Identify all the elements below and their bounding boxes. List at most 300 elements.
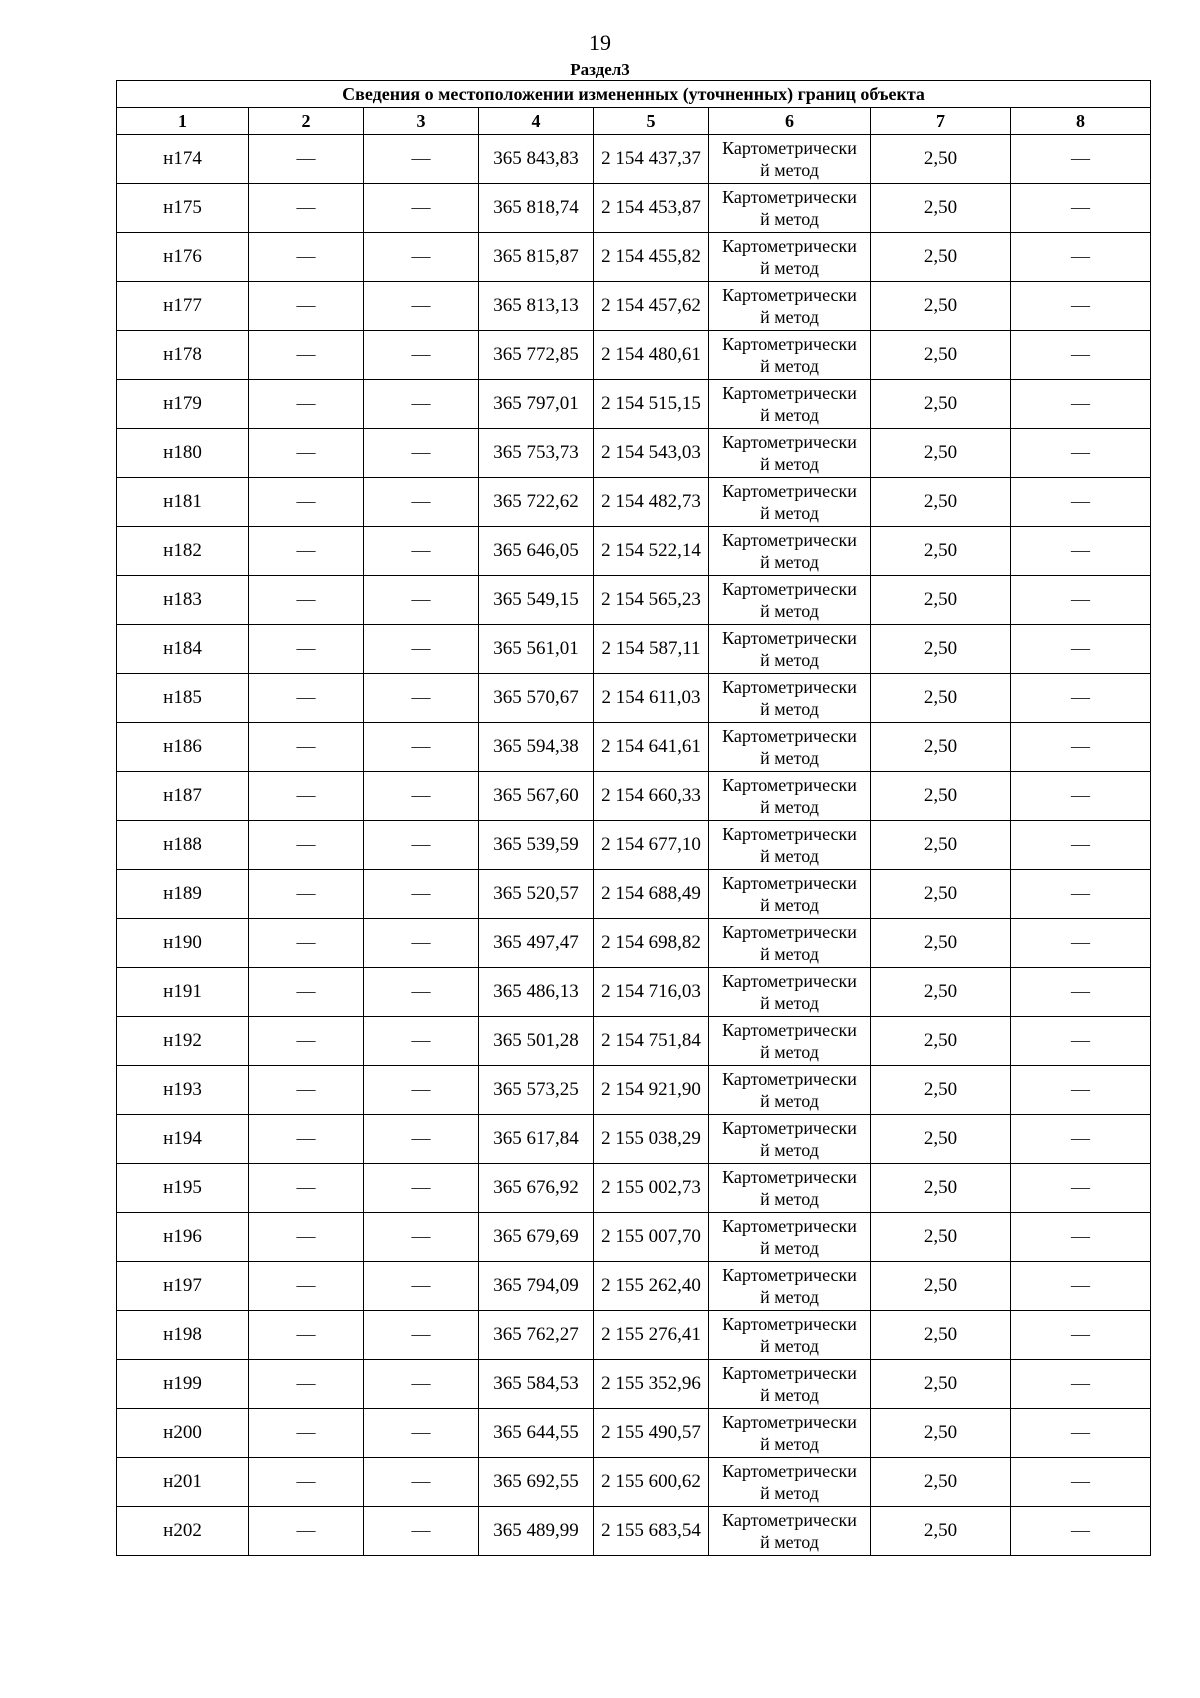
method-cell [709,282,871,331]
x-coordinate-cell: 365 818,74 [479,184,594,233]
point-id-cell: н201 [117,1458,249,1507]
y-coordinate-cell: 2 154 751,84 [594,1017,709,1066]
table-caption-row [117,81,1151,108]
empty-dash-cell: — [1011,1360,1151,1409]
empty-dash-cell: — [364,821,479,870]
empty-dash-cell: — [1011,772,1151,821]
method-line-1: Картометрически [722,236,857,256]
method-line-2: й метод [760,1238,819,1258]
method-line-1: Картометрически [722,1412,857,1432]
empty-dash-cell: — [1011,1507,1151,1556]
point-id-cell: н175 [117,184,249,233]
method-cell [709,870,871,919]
y-coordinate-cell: 2 154 480,61 [594,331,709,380]
y-coordinate-cell: 2 154 455,82 [594,233,709,282]
method-line-1: Картометрически [722,579,857,599]
x-coordinate-cell: 365 644,55 [479,1409,594,1458]
y-coordinate-cell: 2 154 543,03 [594,429,709,478]
x-coordinate-cell: 365 797,01 [479,380,594,429]
column-header: 6 [709,108,871,135]
point-id-cell: н185 [117,674,249,723]
empty-dash-cell: — [364,576,479,625]
table-row [117,1115,1151,1164]
empty-dash-cell: — [1011,576,1151,625]
empty-dash-cell: — [249,1066,364,1115]
empty-dash-cell: — [249,429,364,478]
precision-cell: 2,50 [871,1458,1011,1507]
method-line-1: Картометрически [722,530,857,550]
column-header: 7 [871,108,1011,135]
y-coordinate-cell: 2 155 600,62 [594,1458,709,1507]
method-line-1: Картометрически [722,1020,857,1040]
empty-dash-cell: — [364,1507,479,1556]
section-title: Раздел3 [570,60,630,79]
method-line-1: Картометрически [722,873,857,893]
precision-cell: 2,50 [871,576,1011,625]
point-id-cell: н191 [117,968,249,1017]
point-id-cell: н188 [117,821,249,870]
empty-dash-cell: — [1011,380,1151,429]
x-coordinate-cell: 365 549,15 [479,576,594,625]
method-line-1: Картометрически [722,726,857,746]
x-coordinate-cell: 365 843,83 [479,135,594,184]
empty-dash-cell: — [364,527,479,576]
empty-dash-cell: — [1011,674,1151,723]
method-cell [709,821,871,870]
method-line-2: й метод [760,160,819,180]
table-body [117,135,1151,1556]
method-line-2: й метод [760,1434,819,1454]
precision-cell: 2,50 [871,429,1011,478]
y-coordinate-cell: 2 155 007,70 [594,1213,709,1262]
method-cell [709,1115,871,1164]
table-row [117,919,1151,968]
empty-dash-cell: — [364,1164,479,1213]
table-row [117,1409,1151,1458]
precision-cell: 2,50 [871,1115,1011,1164]
method-line-2: й метод [760,258,819,278]
empty-dash-cell: — [249,135,364,184]
empty-dash-cell: — [1011,331,1151,380]
method-line-1: Картометрически [722,628,857,648]
empty-dash-cell: — [1011,968,1151,1017]
table-row [117,1262,1151,1311]
precision-cell: 2,50 [871,674,1011,723]
method-cell [709,968,871,1017]
empty-dash-cell: — [364,380,479,429]
x-coordinate-cell: 365 815,87 [479,233,594,282]
method-line-1: Картометрически [722,334,857,354]
method-line-2: й метод [760,846,819,866]
x-coordinate-cell: 365 567,60 [479,772,594,821]
method-line-1: Картометрически [722,1461,857,1481]
table-row [117,870,1151,919]
empty-dash-cell: — [249,1507,364,1556]
table-row [117,821,1151,870]
method-cell [709,1311,871,1360]
y-coordinate-cell: 2 155 352,96 [594,1360,709,1409]
x-coordinate-cell: 365 617,84 [479,1115,594,1164]
x-coordinate-cell: 365 794,09 [479,1262,594,1311]
empty-dash-cell: — [1011,429,1151,478]
boundary-coordinates-table [116,80,1151,1556]
empty-dash-cell: — [364,674,479,723]
empty-dash-cell: — [364,1213,479,1262]
point-id-cell: н186 [117,723,249,772]
point-id-cell: н174 [117,135,249,184]
x-coordinate-cell: 365 570,67 [479,674,594,723]
empty-dash-cell: — [1011,870,1151,919]
table-row [117,674,1151,723]
method-line-1: Картометрически [722,775,857,795]
empty-dash-cell: — [364,919,479,968]
empty-dash-cell: — [1011,625,1151,674]
empty-dash-cell: — [1011,1164,1151,1213]
precision-cell: 2,50 [871,1360,1011,1409]
empty-dash-cell: — [364,282,479,331]
precision-cell: 2,50 [871,282,1011,331]
empty-dash-cell: — [249,772,364,821]
y-coordinate-cell: 2 154 677,10 [594,821,709,870]
method-line-2: й метод [760,699,819,719]
table-row [117,282,1151,331]
method-cell [709,625,871,674]
method-line-1: Картометрически [722,1118,857,1138]
precision-cell: 2,50 [871,527,1011,576]
precision-cell: 2,50 [871,1409,1011,1458]
method-cell [709,331,871,380]
empty-dash-cell: — [249,527,364,576]
page-number: 19 [589,30,611,55]
method-cell [709,1213,871,1262]
point-id-cell: н184 [117,625,249,674]
point-id-cell: н187 [117,772,249,821]
precision-cell: 2,50 [871,919,1011,968]
x-coordinate-cell: 365 520,57 [479,870,594,919]
precision-cell: 2,50 [871,870,1011,919]
table-row [117,331,1151,380]
method-line-1: Картометрически [722,383,857,403]
method-line-1: Картометрически [722,481,857,501]
empty-dash-cell: — [249,1213,364,1262]
table-row [117,233,1151,282]
y-coordinate-cell: 2 154 698,82 [594,919,709,968]
method-line-1: Картометрически [722,677,857,697]
method-cell [709,576,871,625]
empty-dash-cell: — [364,968,479,1017]
method-cell [709,723,871,772]
empty-dash-cell: — [364,625,479,674]
x-coordinate-cell: 365 489,99 [479,1507,594,1556]
method-line-1: Картометрически [722,432,857,452]
y-coordinate-cell: 2 154 587,11 [594,625,709,674]
empty-dash-cell: — [1011,1262,1151,1311]
method-line-2: й метод [760,601,819,621]
point-id-cell: н192 [117,1017,249,1066]
precision-cell: 2,50 [871,821,1011,870]
precision-cell: 2,50 [871,380,1011,429]
method-line-1: Картометрически [722,138,857,158]
empty-dash-cell: — [1011,135,1151,184]
table-caption: Сведения о местоположении измененных (уточненных) границ объекта [117,81,1151,108]
empty-dash-cell: — [249,723,364,772]
precision-cell: 2,50 [871,331,1011,380]
x-coordinate-cell: 365 813,13 [479,282,594,331]
table-row [117,1360,1151,1409]
table-row [117,527,1151,576]
table-row [117,772,1151,821]
method-line-2: й метод [760,944,819,964]
table-row [117,429,1151,478]
column-header: 4 [479,108,594,135]
point-id-cell: н202 [117,1507,249,1556]
method-line-1: Картометрически [722,1363,857,1383]
point-id-cell: н178 [117,331,249,380]
method-line-2: й метод [760,356,819,376]
empty-dash-cell: — [1011,233,1151,282]
precision-cell: 2,50 [871,1066,1011,1115]
empty-dash-cell: — [364,1458,479,1507]
column-header: 1 [117,108,249,135]
empty-dash-cell: — [1011,1115,1151,1164]
empty-dash-cell: — [1011,282,1151,331]
empty-dash-cell: — [364,772,479,821]
point-id-cell: н200 [117,1409,249,1458]
precision-cell: 2,50 [871,233,1011,282]
empty-dash-cell: — [364,1311,479,1360]
y-coordinate-cell: 2 154 437,37 [594,135,709,184]
method-cell [709,674,871,723]
precision-cell: 2,50 [871,772,1011,821]
empty-dash-cell: — [364,184,479,233]
precision-cell: 2,50 [871,1262,1011,1311]
method-cell [709,1262,871,1311]
method-line-2: й метод [760,1532,819,1552]
x-coordinate-cell: 365 584,53 [479,1360,594,1409]
empty-dash-cell: — [364,723,479,772]
column-header: 5 [594,108,709,135]
y-coordinate-cell: 2 154 641,61 [594,723,709,772]
y-coordinate-cell: 2 154 611,03 [594,674,709,723]
y-coordinate-cell: 2 155 683,54 [594,1507,709,1556]
method-line-2: й метод [760,405,819,425]
empty-dash-cell: — [249,968,364,1017]
empty-dash-cell: — [249,233,364,282]
empty-dash-cell: — [1011,527,1151,576]
y-coordinate-cell: 2 155 490,57 [594,1409,709,1458]
point-id-cell: н176 [117,233,249,282]
empty-dash-cell: — [249,184,364,233]
method-cell [709,135,871,184]
precision-cell: 2,50 [871,625,1011,674]
table-row [117,1507,1151,1556]
method-cell [709,1017,871,1066]
method-cell [709,527,871,576]
empty-dash-cell: — [364,1360,479,1409]
precision-cell: 2,50 [871,135,1011,184]
point-id-cell: н180 [117,429,249,478]
x-coordinate-cell: 365 539,59 [479,821,594,870]
y-coordinate-cell: 2 154 688,49 [594,870,709,919]
method-line-1: Картометрически [722,1167,857,1187]
method-line-2: й метод [760,1140,819,1160]
empty-dash-cell: — [249,380,364,429]
empty-dash-cell: — [364,429,479,478]
method-line-1: Картометрически [722,187,857,207]
method-line-2: й метод [760,454,819,474]
method-line-2: й метод [760,209,819,229]
table-row [117,1311,1151,1360]
column-header: 2 [249,108,364,135]
empty-dash-cell: — [249,1458,364,1507]
precision-cell: 2,50 [871,1164,1011,1213]
column-header: 3 [364,108,479,135]
method-line-2: й метод [760,503,819,523]
empty-dash-cell: — [1011,1311,1151,1360]
y-coordinate-cell: 2 154 921,90 [594,1066,709,1115]
table-row [117,576,1151,625]
x-coordinate-cell: 365 692,55 [479,1458,594,1507]
empty-dash-cell: — [364,1115,479,1164]
y-coordinate-cell: 2 155 276,41 [594,1311,709,1360]
precision-cell: 2,50 [871,723,1011,772]
y-coordinate-cell: 2 154 453,87 [594,184,709,233]
method-line-2: й метод [760,895,819,915]
empty-dash-cell: — [1011,723,1151,772]
point-id-cell: н194 [117,1115,249,1164]
table-row [117,1066,1151,1115]
x-coordinate-cell: 365 762,27 [479,1311,594,1360]
empty-dash-cell: — [249,821,364,870]
y-coordinate-cell: 2 154 522,14 [594,527,709,576]
table-row [117,184,1151,233]
empty-dash-cell: — [249,1017,364,1066]
method-cell [709,1066,871,1115]
empty-dash-cell: — [1011,1458,1151,1507]
point-id-cell: н189 [117,870,249,919]
x-coordinate-cell: 365 679,69 [479,1213,594,1262]
empty-dash-cell: — [364,135,479,184]
method-cell [709,1458,871,1507]
point-id-cell: н195 [117,1164,249,1213]
method-line-1: Картометрически [722,971,857,991]
precision-cell: 2,50 [871,1017,1011,1066]
point-id-cell: н179 [117,380,249,429]
x-coordinate-cell: 365 573,25 [479,1066,594,1115]
empty-dash-cell: — [1011,1066,1151,1115]
point-id-cell: н198 [117,1311,249,1360]
method-line-2: й метод [760,1091,819,1111]
x-coordinate-cell: 365 501,28 [479,1017,594,1066]
empty-dash-cell: — [1011,919,1151,968]
method-line-1: Картометрически [722,1265,857,1285]
empty-dash-cell: — [364,233,479,282]
method-cell [709,1164,871,1213]
x-coordinate-cell: 365 646,05 [479,527,594,576]
table-row [117,968,1151,1017]
method-cell [709,478,871,527]
empty-dash-cell: — [364,478,479,527]
precision-cell: 2,50 [871,184,1011,233]
table-row [117,1213,1151,1262]
point-id-cell: н181 [117,478,249,527]
y-coordinate-cell: 2 154 457,62 [594,282,709,331]
precision-cell: 2,50 [871,1213,1011,1262]
empty-dash-cell: — [364,1262,479,1311]
table-row [117,1017,1151,1066]
method-cell [709,919,871,968]
method-line-1: Картометрически [722,1069,857,1089]
y-coordinate-cell: 2 154 515,15 [594,380,709,429]
empty-dash-cell: — [249,919,364,968]
empty-dash-cell: — [249,478,364,527]
table-row [117,478,1151,527]
precision-cell: 2,50 [871,968,1011,1017]
method-line-2: й метод [760,552,819,572]
x-coordinate-cell: 365 497,47 [479,919,594,968]
method-line-2: й метод [760,1042,819,1062]
precision-cell: 2,50 [871,1311,1011,1360]
point-id-cell: н177 [117,282,249,331]
x-coordinate-cell: 365 594,38 [479,723,594,772]
method-line-2: й метод [760,1385,819,1405]
empty-dash-cell: — [249,625,364,674]
empty-dash-cell: — [1011,478,1151,527]
method-cell [709,380,871,429]
method-cell [709,1360,871,1409]
point-id-cell: н190 [117,919,249,968]
table-header-row [117,108,1151,135]
point-id-cell: н183 [117,576,249,625]
method-line-2: й метод [760,307,819,327]
method-line-2: й метод [760,1336,819,1356]
empty-dash-cell: — [364,1066,479,1115]
empty-dash-cell: — [1011,1017,1151,1066]
method-line-1: Картометрически [722,1510,857,1530]
table-row [117,135,1151,184]
x-coordinate-cell: 365 772,85 [479,331,594,380]
method-line-2: й метод [760,650,819,670]
method-line-2: й метод [760,1189,819,1209]
method-line-1: Картометрически [722,285,857,305]
empty-dash-cell: — [364,1017,479,1066]
empty-dash-cell: — [249,1115,364,1164]
method-cell [709,429,871,478]
method-line-1: Картометрически [722,1314,857,1334]
y-coordinate-cell: 2 154 482,73 [594,478,709,527]
empty-dash-cell: — [249,576,364,625]
empty-dash-cell: — [249,331,364,380]
empty-dash-cell: — [1011,1213,1151,1262]
empty-dash-cell: — [1011,821,1151,870]
method-line-2: й метод [760,797,819,817]
x-coordinate-cell: 365 753,73 [479,429,594,478]
method-cell [709,1507,871,1556]
method-line-1: Картометрически [722,824,857,844]
empty-dash-cell: — [249,1311,364,1360]
empty-dash-cell: — [364,870,479,919]
empty-dash-cell: — [1011,184,1151,233]
method-line-2: й метод [760,1287,819,1307]
empty-dash-cell: — [249,870,364,919]
method-line-2: й метод [760,748,819,768]
table-row [117,723,1151,772]
empty-dash-cell: — [364,1409,479,1458]
point-id-cell: н193 [117,1066,249,1115]
precision-cell: 2,50 [871,1507,1011,1556]
empty-dash-cell: — [249,1262,364,1311]
table-row [117,625,1151,674]
